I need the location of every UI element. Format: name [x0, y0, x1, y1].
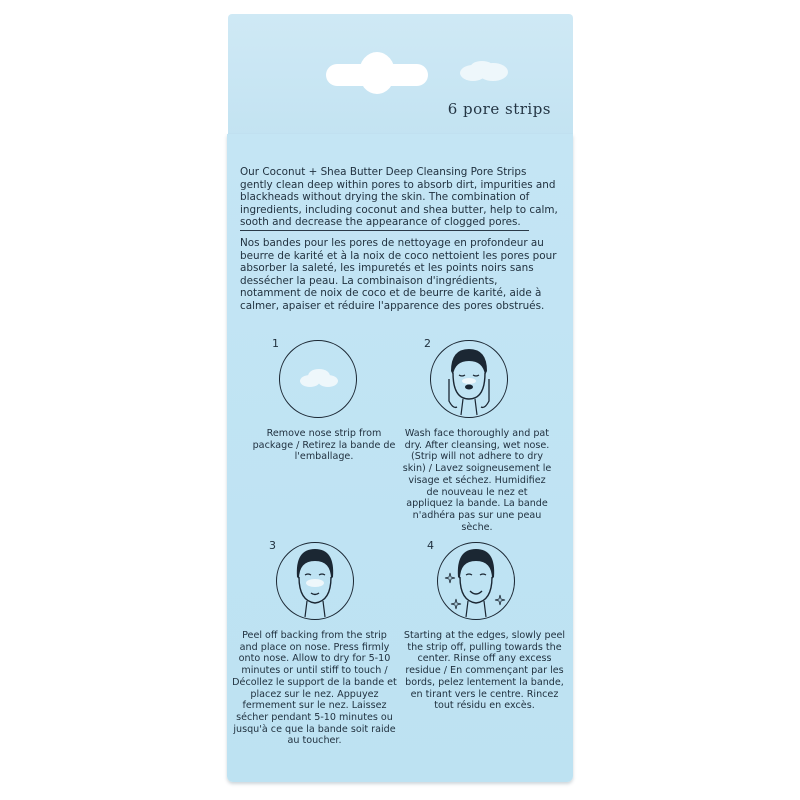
- divider: [240, 230, 529, 231]
- hang-hole: [326, 52, 428, 94]
- step-number: 1: [272, 337, 279, 350]
- nose-strip-icon: [279, 340, 357, 418]
- step-text: Remove nose strip from package / Retirez la bande de l'emballage.: [252, 428, 396, 463]
- clean-face-sparkle-icon: [437, 542, 515, 620]
- box-back-panel: [227, 134, 573, 782]
- description-english: Our Coconut + Shea Butter Deep Cleansing Pore Strips gently clean deep within pores to absorb dirt, impurities and blackheads without drying the skin. The combination of ingredients, including coconut and shea butter, help to calm, sooth and decrease the appearance of clogged pores.: [240, 166, 558, 229]
- face-washing-icon: [430, 340, 508, 418]
- step-number: 4: [427, 539, 434, 552]
- box-top-flap: [228, 14, 573, 136]
- step-text: Wash face thoroughly and pat dry. After cleansing, wet nose. (Strip will not adhere to dry skin) / Lavez soigneusement le visage et séchez. Humidifiez de nouveau le nez et appliquez la bande. La bande n'adhéra pas sur une peau sèche.: [402, 428, 552, 533]
- step-text: Peel off backing from the strip and place on nose. Press firmly onto nose. Allow to dry for 5-10 minutes or until stiff to touch / Décollez le support de la bande et placez sur le nez. Appuyez fermement sur le nez. Laissez sécher pendant 5-10 minutes ou jusqu'à ce que la bande soit raide au toucher.: [232, 630, 397, 747]
- description-french: Nos bandes pour les pores de nettoyage en profondeur au beurre de karité et à la noix de coco nettoient les pores pour absorber la saleté, les impuretés et les points noirs sans dessécher la peau. La combinaison d'ingrédients, notamment de noix de coco et de beurre de karité, aide à calmer, apaiser et réduire l'apparence des pores obstrués.: [240, 237, 557, 312]
- step-text: Starting at the edges, slowly peel the strip off, pulling towards the center. Rinse off any excess residue / En commençant par les bords, pelez lentement la bande, en tirant vers le centre. Rincez tout résidu en excès.: [403, 630, 566, 712]
- face-with-strip-icon: [276, 542, 354, 620]
- step-number: 3: [269, 539, 276, 552]
- step-number: 2: [424, 337, 431, 350]
- strip-count-label: 6 pore strips: [447, 100, 551, 118]
- pore-strip-icon: [460, 61, 508, 81]
